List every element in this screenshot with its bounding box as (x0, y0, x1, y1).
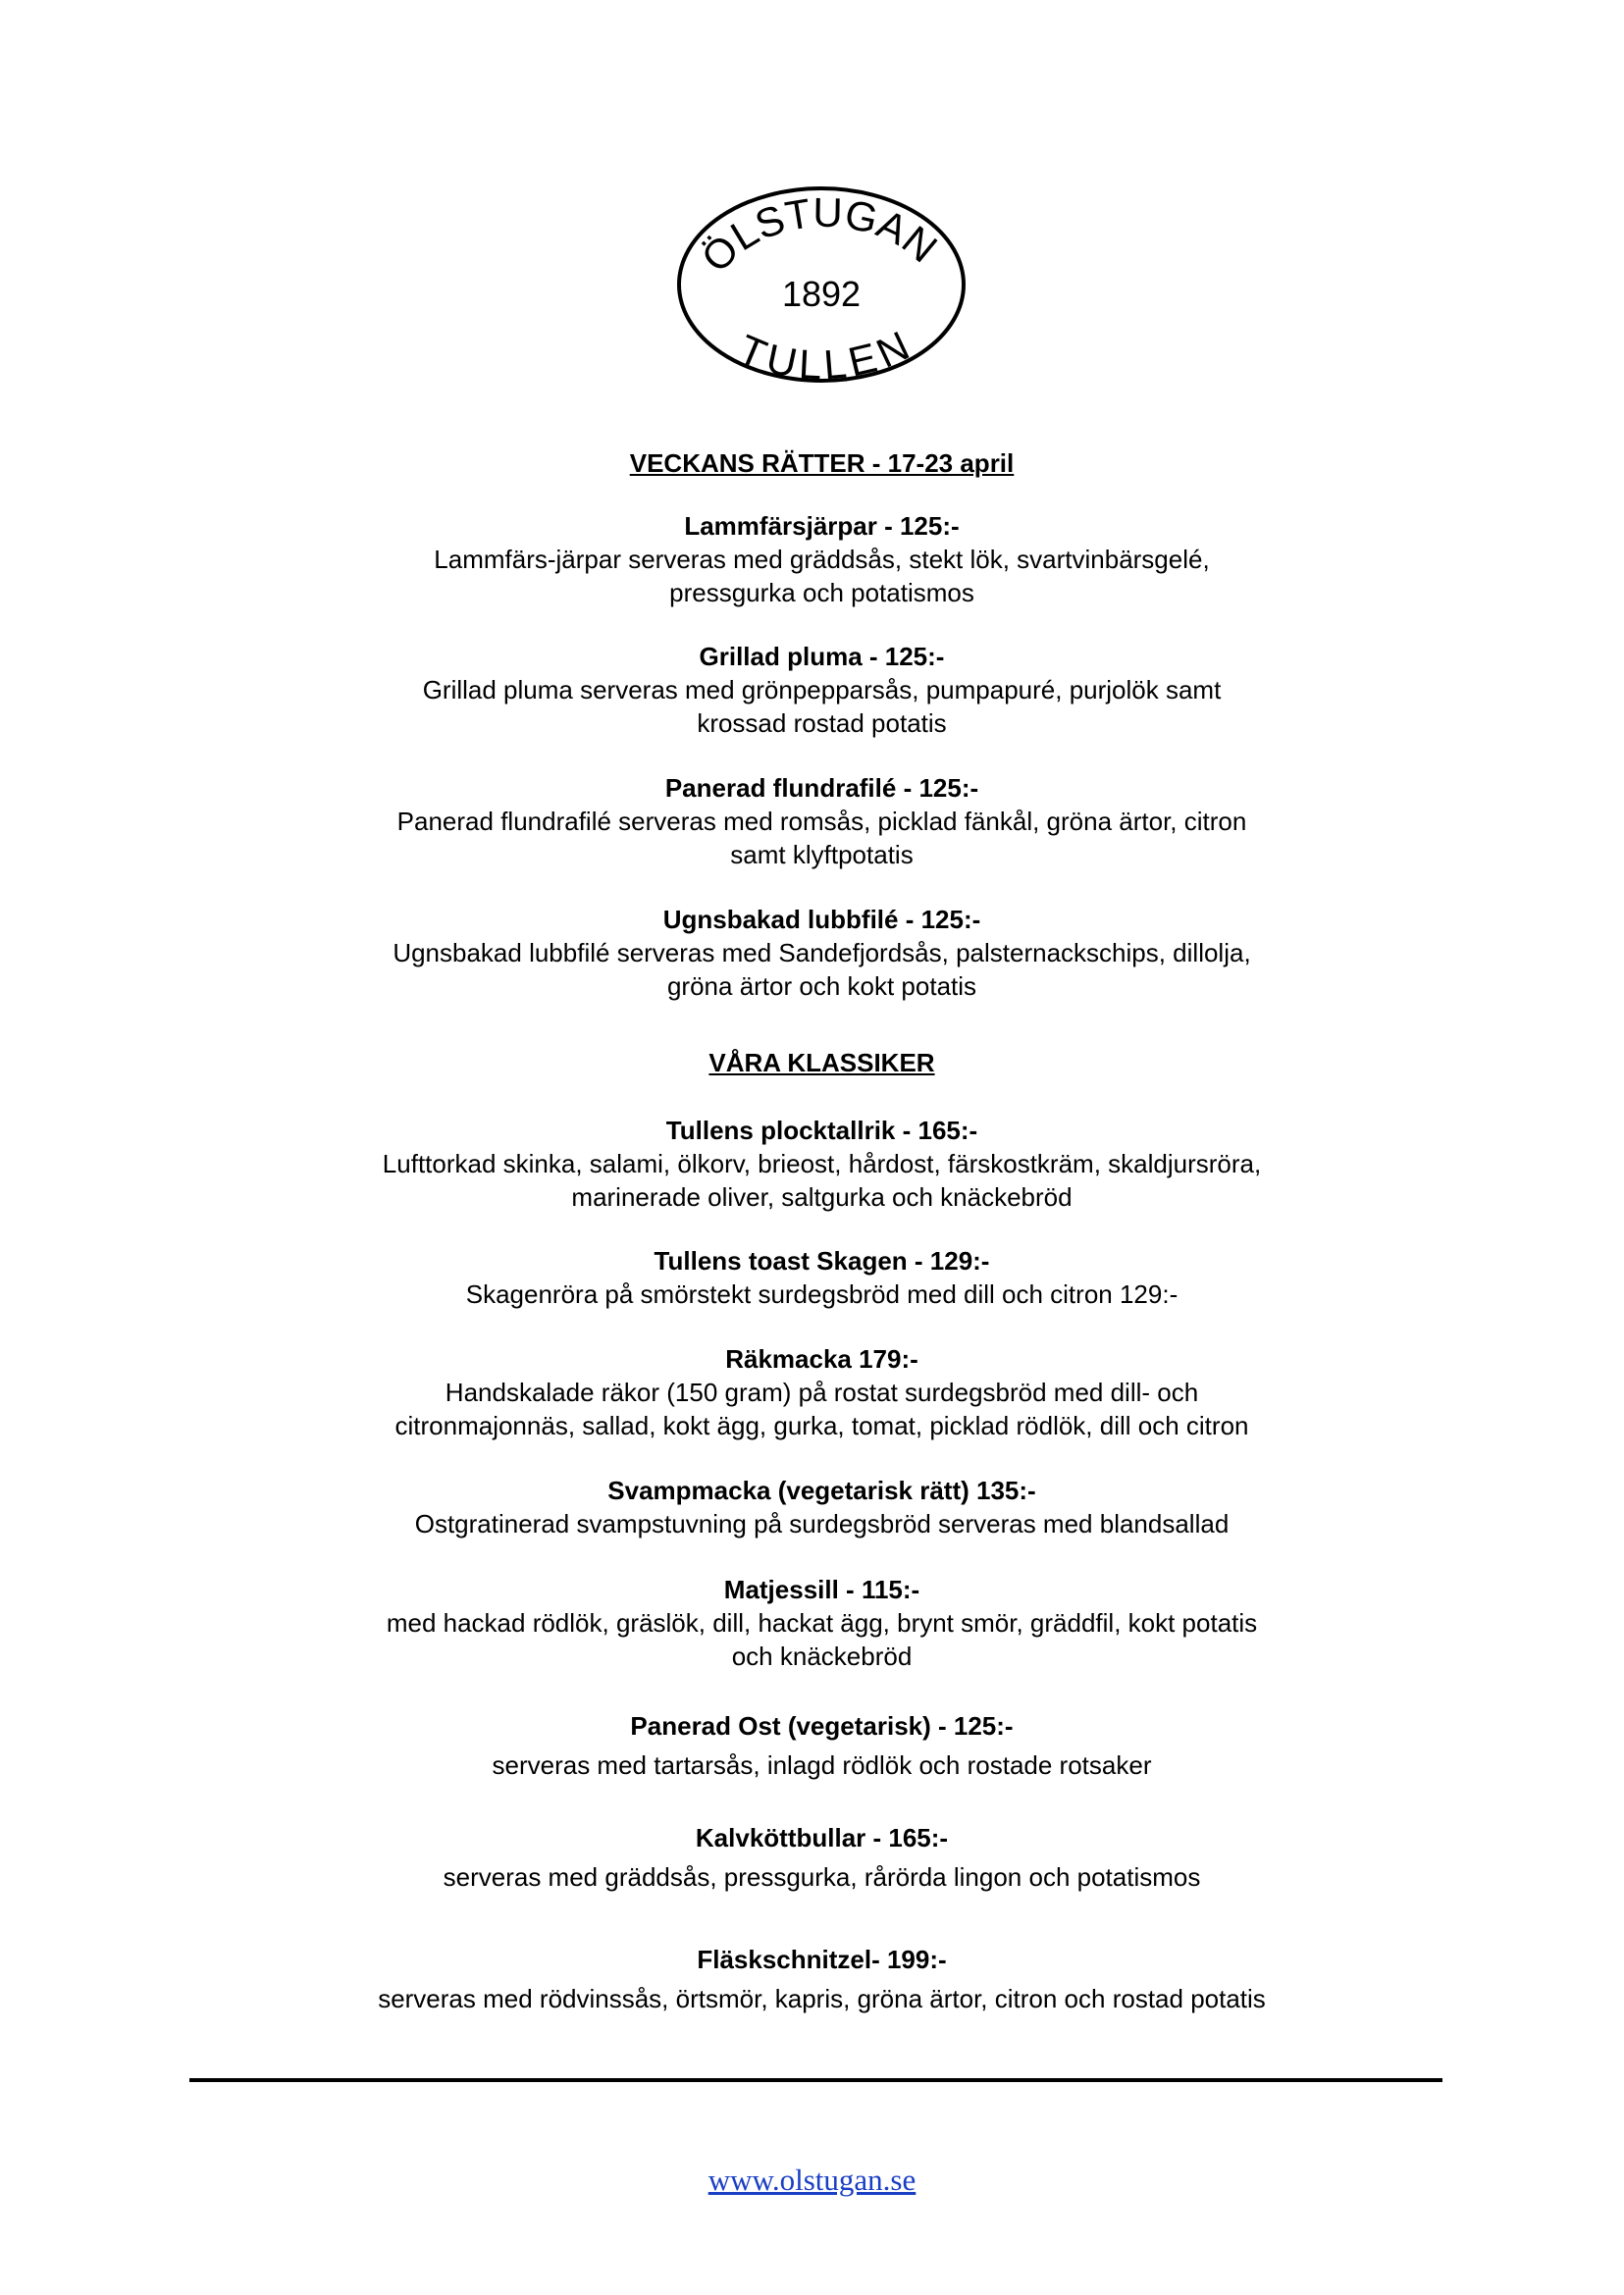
dish-title: Kalvköttbullar - 165:- (695, 1823, 949, 1852)
dish-description: serveras med tartarsås, inlagd rödlök och rostade rotsaker (492, 1750, 1152, 1780)
dish-title: Matjessill - 115:- (723, 1575, 920, 1604)
dish-title: Panerad Ost (vegetarisk) - 125:- (630, 1711, 1014, 1741)
dish-description: serveras med gräddsås, pressgurka, rårörda lingon och potatismos (443, 1862, 1201, 1892)
dish-description: serveras med rödvinssås, örtsmör, kapris, gröna ärtor, citron och rostad potatis (378, 1984, 1266, 2013)
dish-title: Räkmacka 179:- (725, 1344, 918, 1374)
dish-title: Tullens plocktallrik - 165:- (665, 1116, 978, 1145)
dish-description: Grillad pluma serveras med grönpepparsås, pumpapuré, purjolök samt krossad rostad potatis (422, 675, 1222, 738)
dish-description: Panerad flundrafilé serveras med romsås, picklad fänkål, gröna ärtor, citron samt klyftpotatis (396, 807, 1247, 869)
weekly-dish-1 (147, 509, 1496, 609)
dish-title: Lammfärsjärpar - 125:- (684, 511, 960, 541)
classic-dish-7 (147, 1821, 1496, 1894)
classic-dish-2 (147, 1244, 1496, 1311)
classic-dish-4 (147, 1474, 1496, 1540)
footer (0, 2163, 1624, 2198)
footer-divider (189, 2078, 1442, 2082)
dish-description: Handskalade räkor (150 gram) på rostat surdegsbröd med dill- och citronmajonnäs, sallad, kokt ägg, gurka, tomat, picklad rödlök, dill och citron (394, 1378, 1249, 1440)
dish-description: Ostgratinerad svampstuvning på surdegsbröd serveras med blandsallad (414, 1509, 1230, 1539)
classic-dish-8 (147, 1943, 1496, 2015)
classic-dish-5 (147, 1573, 1496, 1673)
dish-title: Tullens toast Skagen - 129:- (654, 1246, 990, 1276)
dish-title: Ugnsbakad lubbfilé - 125:- (662, 905, 981, 934)
dish-description: Lufttorkad skinka, salami, ölkorv, brieost, hårdost, färskostkräm, skaldjursröra, marinerade oliver, saltgurka och knäckebröd (382, 1149, 1262, 1212)
weekly-heading: VECKANS RÄTTER - 17-23 april (629, 448, 1015, 478)
dish-title: Grillad pluma - 125:- (699, 642, 945, 671)
weekly-dish-2 (147, 640, 1496, 740)
dish-description: med hackad rödlök, gräslök, dill, hackat ägg, brynt smör, gräddfil, kokt potatis och knäckebröd (386, 1608, 1258, 1671)
weekly-dish-4 (147, 903, 1496, 1003)
dish-description: Skagenröra på smörstekt surdegsbröd med dill och citron 129:- (465, 1279, 1179, 1309)
classics-heading: VÅRA KLASSIKER (708, 1048, 935, 1077)
website-link[interactable]: www.olstugan.se (707, 2163, 917, 2197)
dish-title: Svampmacka (vegetarisk rätt) 135:- (607, 1476, 1036, 1505)
logo-year: 1892 (781, 274, 862, 314)
dish-title: Panerad flundrafilé - 125:- (664, 773, 979, 803)
weekly-dish-3 (147, 771, 1496, 871)
dish-description: Lammfärs-järpar serveras med gräddsås, stekt lök, svartvinbärsgelé, pressgurka och potatismos (434, 545, 1210, 607)
restaurant-logo (675, 184, 968, 386)
dish-title: Fläskschnitzel- 199:- (697, 1945, 947, 1974)
classic-dish-6 (147, 1709, 1496, 1782)
logo-seal (675, 184, 968, 386)
classic-dish-1 (147, 1114, 1496, 1214)
classic-dish-3 (147, 1342, 1496, 1442)
logo-top-text: ÖLSTUGAN (692, 188, 947, 282)
dish-description: Ugnsbakad lubbfilé serveras med Sandefjordsås, palsternackschips, dillolja, gröna ärtor och kokt potatis (393, 938, 1251, 1001)
logo-bottom-text: TULLEN (732, 322, 917, 386)
